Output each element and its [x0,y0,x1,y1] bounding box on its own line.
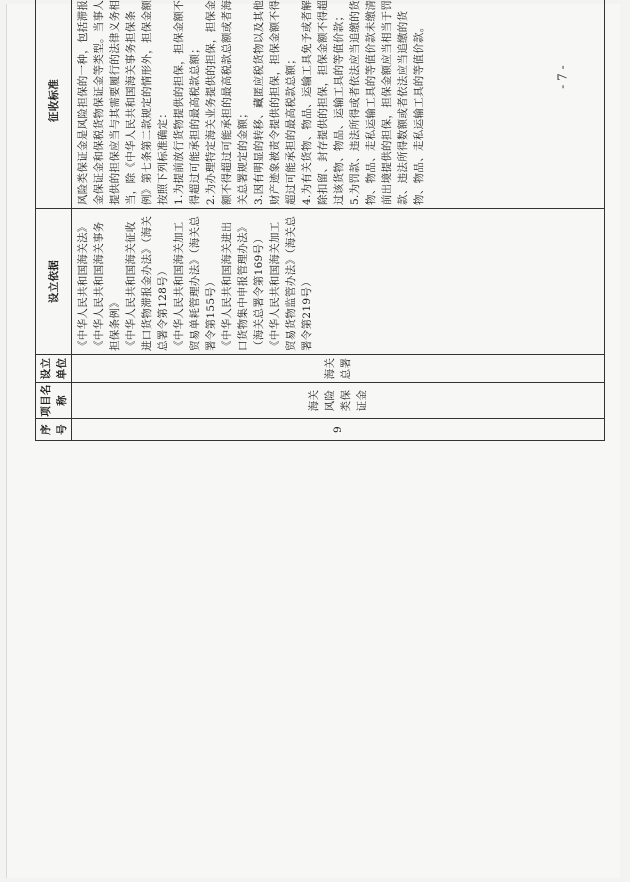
standard-item-1: 1.为提前放行货物提供的担保，担保金额不得超过可能承担的最高税款总额； [173,0,201,205]
standard-intro: 风险类保证金是风险担保的一种，包括滞报金保证金和保税货物保证金等类型。当事人提供的担保应当与其需要履行的法律义务相当，除《中华人民共和国海关事务担保条例》第七条第二款规定的情形外，担保金额按照下列标准确定： [77,0,169,205]
header-unit: 设立单位 [39,357,68,380]
row-unit: 海关总署 [324,357,352,380]
basis-law-3: 《中华人民共和国海关征收进口货物滞报金办法》（海关总署令第128号） [125,215,169,351]
row-seq: 9 [332,426,344,433]
basis-law-1: 《中华人民共和国海关法》 [77,221,89,351]
fee-table [35,0,605,441]
basis-law-2: 《中华人民共和国海关事务担保条例》 [93,221,121,351]
row-standard [75,0,601,205]
basis-law-5: 《中华人民共和国海关进出口货物集中申报管理办法》（海关总署令第169号） [221,221,265,351]
standard-item-4: 4.为有关货物、物品、运输工具免予或者解除扣留、封存提供的担保，担保金额不得超过该货物、物品、运输工具的等值价款； [301,0,345,205]
header-basis: 设立依据 [47,259,60,304]
header-item: 项目名称 [39,384,68,417]
standard-item-3: 3.因有明显的转移、藏匿应税货物以及其他财产迹象被责令提供的担保，担保金额不得超过可能承担的最高税款总额； [253,0,297,205]
header-seq: 序号 [39,424,68,435]
standard-item-2: 2.为办理特定海关业务提供的担保，担保金额不得超过可能承担的最高税款总额或者海关总署规定的金额； [205,0,249,205]
standard-item-5: 5.为罚款、违法所得或者依法应当追缴的货物、物品、走私运输工具的等值价款未缴清前出境提供的担保，担保金额应当相当于罚款、违法所得数额或者依法应当追缴的货物、物品、走私运输工具的等值价款。 [349,0,425,205]
row-basis [75,212,601,351]
header-standard: 征收标准 [47,78,60,123]
row-item: 海关风险类保证金 [308,389,368,412]
basis-law-4: 《中华人民共和国海关加工贸易单耗管理办法》（海关总署令第155号） [173,215,217,351]
basis-law-6: 《中华人民共和国海关加工贸易货物监管办法》（海关总署令第219号） [269,215,313,351]
page-number: - 7 - [555,65,570,89]
